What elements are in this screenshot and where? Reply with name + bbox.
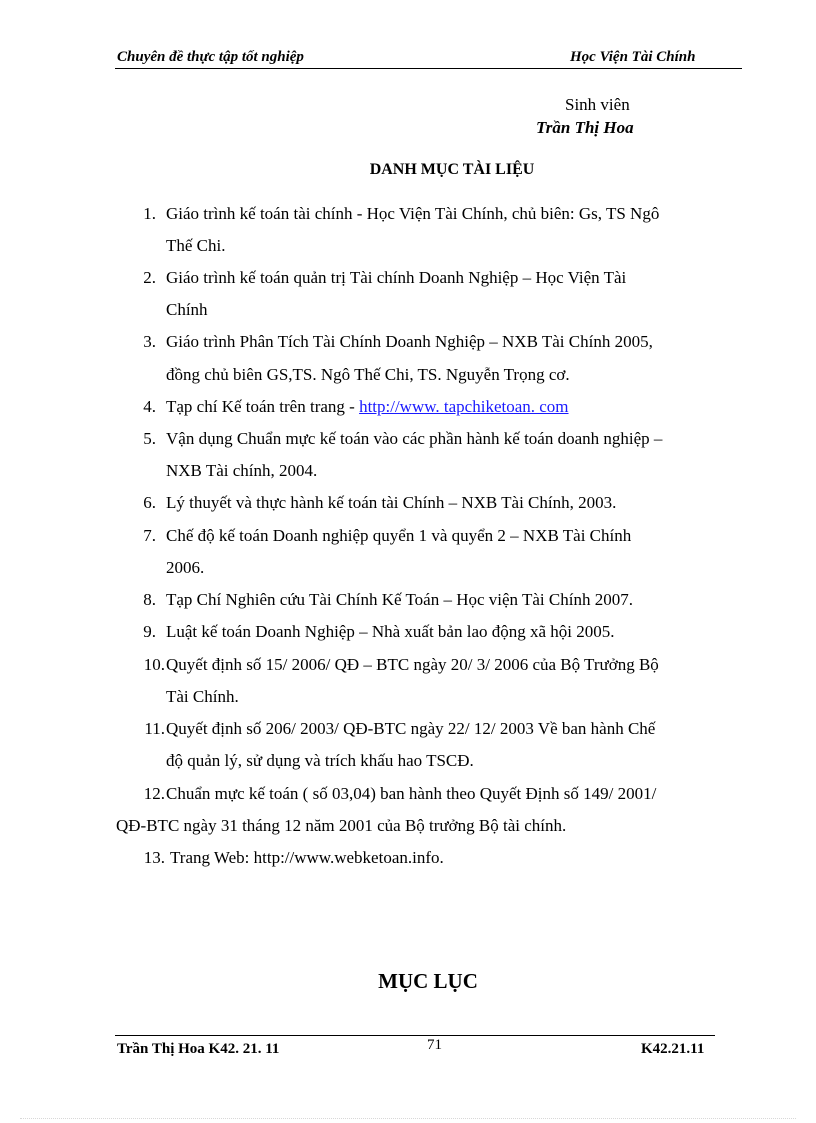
reference-number: 11. [144, 719, 165, 738]
reference-text: Vận dụng Chuẩn mực kế toán vào các phần hành kế toán doanh nghiệp – [166, 429, 663, 448]
references-title: DANH MỤC TÀI LIỆU [369, 161, 535, 178]
reference-number: 8. [143, 590, 156, 609]
reference-text-continued: NXB Tài chính, 2004. [166, 461, 318, 480]
reference-number: 12. [143, 784, 165, 803]
reference-number: 7. [143, 526, 156, 545]
reference-text-continued: Thế Chi. [166, 236, 226, 255]
reference-text: Chuẩn mực kế toán ( số 03,04) ban hành theo Quyết Định số 149/ 2001/ [166, 784, 657, 803]
reference-number: 1. [143, 204, 156, 223]
reference-number: 9. [143, 622, 156, 641]
reference-text-continued: độ quản lý, sử dụng và trích khấu hao TSCĐ. [166, 751, 474, 770]
reference-text: Quyết định số 15/ 2006/ QĐ – BTC ngày 20/ 3/ 2006 của Bộ Trưởng Bộ [166, 655, 659, 674]
reference-number: 4. [143, 397, 156, 416]
header-right-text: Học Viện Tài Chính [570, 49, 696, 65]
reference-text: Chế độ kế toán Doanh nghiệp quyển 1 và quyển 2 – NXB Tài Chính [166, 526, 632, 545]
reference-text: Tạp Chí Nghiên cứu Tài Chính Kế Toán – Học viện Tài Chính 2007. [166, 590, 633, 609]
reference-text-continued: 2006. [166, 558, 205, 577]
footer-class-code: K42.21.11 [641, 1041, 705, 1057]
header-left-text: Chuyên đề thực tập tốt nghiệp [117, 49, 304, 65]
reference-number: 6. [143, 493, 156, 512]
reference-number: 10. [143, 655, 165, 674]
signature-name: Trần Thị Hoa [536, 118, 634, 137]
reference-number: 3. [143, 332, 156, 351]
reference-text: Lý thuyết và thực hành kế toán tài Chính – NXB Tài Chính, 2003. [166, 493, 617, 512]
header-divider [115, 68, 742, 69]
reference-text: Giáo trình kế toán tài chính - Học Viện Tài Chính, chủ biên: Gs, TS Ngô [166, 204, 660, 223]
reference-text: Quyết định số 206/ 2003/ QĐ-BTC ngày 22/ 12/ 2003 Về ban hành Chế [166, 719, 656, 738]
footer-author: Trần Thị Hoa K42. 21. 11 [117, 1041, 280, 1057]
table-of-contents-title: MỤC LỤC [378, 969, 478, 993]
reference-text: Giáo trình Phân Tích Tài Chính Doanh Nghiệp – NXB Tài Chính 2005, [166, 332, 653, 351]
reference-text-continued: Chính [166, 300, 208, 319]
page-bottom-border [20, 1118, 796, 1119]
reference-number: 5. [143, 429, 156, 448]
reference-text-continued: đồng chủ biên GS,TS. Ngô Thế Chi, TS. Nguyễn Trọng cơ. [166, 365, 570, 384]
reference-number: 13. [143, 848, 165, 867]
reference-text-continued: QĐ-BTC ngày 31 tháng 12 năm 2001 của Bộ trưởng Bộ tài chính. [116, 816, 567, 835]
reference-number: 2. [143, 268, 156, 287]
tapchiketoan-link[interactable]: http://www. tapchiketoan. com [359, 397, 569, 416]
reference-text-continued: Tài Chính. [166, 687, 239, 706]
reference-text: Trang Web: http://www.webketoan.info. [170, 848, 444, 867]
reference-text [166, 396, 569, 418]
reference-text: Giáo trình kế toán quản trị Tài chính Doanh Nghiệp – Học Viện Tài [166, 268, 627, 287]
signature-role: Sinh viên [565, 95, 630, 114]
reference-text: Luật kế toán Doanh Nghiệp – Nhà xuất bản lao động xã hội 2005. [166, 622, 615, 641]
reference-prefix: Tạp chí Kế toán trên trang - [166, 397, 360, 416]
footer-divider [115, 1035, 715, 1036]
page-number: 71 [427, 1037, 442, 1053]
